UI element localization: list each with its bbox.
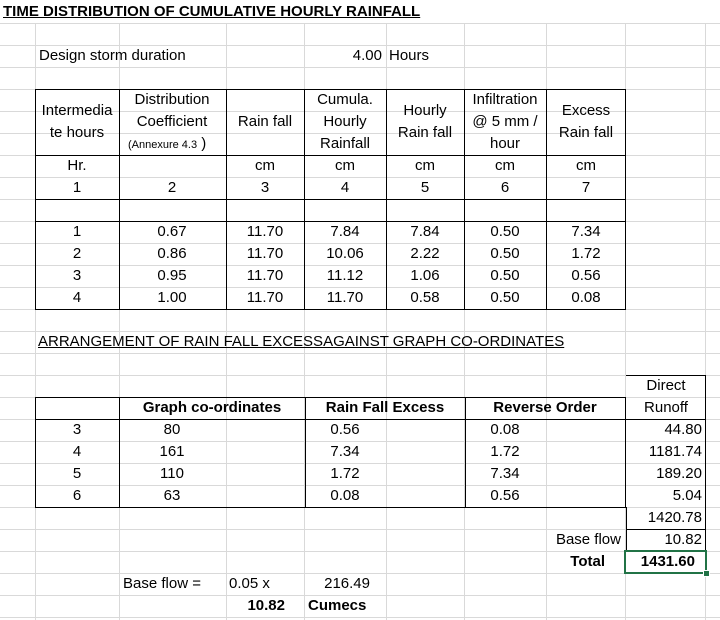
table1-border: [35, 155, 626, 156]
t2-direct-runoff: 1181.74: [648, 443, 702, 460]
t1-excess: 1.72: [571, 245, 601, 262]
unit-cell: cm: [255, 157, 275, 174]
table2-border: [35, 507, 626, 508]
total-label: Total: [570, 553, 605, 570]
column-number: 6: [500, 179, 510, 196]
header-distribution-1: Distribution: [134, 91, 210, 108]
base-flow-calc-unit: Cumecs: [308, 597, 367, 614]
t2-rain-fall-excess: 1.72: [330, 465, 360, 482]
t1-rainfall: 11.70: [246, 267, 284, 284]
design-storm-label: Design storm duration: [39, 47, 186, 64]
runoff-border: [705, 375, 706, 552]
t1-coefficient: 0.86: [157, 245, 187, 262]
header-infiltration-1: Infiltration: [472, 91, 538, 108]
header-distribution-2: Coefficient: [136, 113, 208, 130]
column-number: 5: [420, 179, 430, 196]
base-flow-label: Base flow: [555, 531, 621, 548]
header-rain-fall: Rain fall: [237, 113, 293, 130]
header-cumulative-2: Hourly: [323, 113, 367, 130]
unit-cell: cm: [495, 157, 515, 174]
column-number: 2: [167, 179, 177, 196]
section-2-title: ARRANGEMENT OF RAIN FALL EXCESSAGAINST GRAPH CO-ORDINATES: [38, 333, 565, 350]
table2-border: [119, 397, 120, 508]
t1-excess: 0.56: [571, 267, 601, 284]
annexure-paren: ): [201, 135, 207, 152]
t1-cumulative: 11.12: [326, 267, 364, 284]
runoff-border: [626, 529, 706, 530]
t2-reverse-order: 1.72: [490, 443, 520, 460]
t1-cumulative: 10.06: [326, 245, 364, 262]
direct-runoff-sum: 1420.78: [647, 509, 702, 526]
t1-coefficient: 0.67: [157, 223, 187, 240]
t1-hour: 4: [72, 289, 82, 306]
t1-rainfall: 11.70: [246, 223, 284, 240]
base-flow-calc-label: Base flow =: [123, 575, 201, 592]
t1-excess: 7.34: [571, 223, 601, 240]
runoff-border: [626, 375, 706, 376]
t1-rainfall: 11.70: [246, 245, 284, 262]
t2-index: 5: [72, 465, 82, 482]
base-flow-value: 10.82: [664, 531, 702, 548]
column-number: 1: [72, 179, 82, 196]
t2-graph-coordinate: 161: [159, 443, 185, 460]
direct-runoff-header-1: Direct: [646, 377, 686, 394]
header-rain-fall-excess: Rain Fall Excess: [325, 399, 445, 416]
table1-border: [35, 199, 626, 200]
table1-border: [35, 89, 626, 90]
t1-hourly: 2.22: [410, 245, 440, 262]
t2-graph-coordinate: 63: [163, 487, 181, 504]
t1-infiltration: 0.50: [490, 223, 520, 240]
table1-border: [304, 89, 305, 310]
t2-direct-runoff: 5.04: [672, 487, 702, 504]
header-reverse-order: Reverse Order: [493, 399, 597, 416]
header-cumulative-3: Rainfall: [319, 135, 371, 152]
t1-infiltration: 0.50: [490, 289, 520, 306]
table1-border: [119, 89, 120, 310]
t1-coefficient: 0.95: [157, 267, 187, 284]
direct-runoff-header-2: Runoff: [644, 399, 688, 416]
header-hourly-2: Rain fall: [397, 124, 453, 141]
header-infiltration-3: hour: [489, 135, 521, 152]
base-flow-calc-result: 10.82: [247, 597, 285, 614]
t2-graph-coordinate: 80: [163, 421, 181, 438]
header-cumulative-1: Cumula.: [317, 91, 373, 108]
table1-border: [226, 89, 227, 310]
t2-direct-runoff: 44.80: [664, 421, 702, 438]
base-flow-calc-value: 216.49: [324, 575, 370, 592]
t1-hourly: 0.58: [410, 289, 440, 306]
t2-index: 4: [72, 443, 82, 460]
t1-hour: 2: [72, 245, 82, 262]
t2-rain-fall-excess: 0.56: [330, 421, 360, 438]
header-excess-2: Rain fall: [558, 124, 614, 141]
runoff-border: [626, 419, 706, 420]
header-graph-coordinates: Graph co-ordinates: [142, 399, 282, 416]
table1-border: [35, 89, 36, 310]
table1-border: [35, 221, 626, 222]
total-value[interactable]: 1431.60: [640, 553, 695, 570]
header-intermediate-hours-1: Intermedia: [41, 102, 113, 119]
t1-hourly: 7.84: [410, 223, 440, 240]
t1-cumulative: 7.84: [330, 223, 360, 240]
table2-border: [35, 397, 36, 508]
table1-border: [464, 89, 465, 310]
column-number: 3: [260, 179, 270, 196]
header-distribution-3: [128, 135, 206, 154]
header-intermediate-hours-2: te hours: [49, 124, 105, 141]
t2-rain-fall-excess: 0.08: [330, 487, 360, 504]
header-hourly-1: Hourly: [403, 102, 447, 119]
runoff-border: [626, 507, 627, 552]
column-number: 4: [340, 179, 350, 196]
t1-infiltration: 0.50: [490, 267, 520, 284]
table2-border: [625, 397, 626, 508]
fill-handle[interactable]: [703, 570, 710, 577]
design-storm-unit: Hours: [389, 47, 430, 64]
t1-hour: 1: [72, 223, 82, 240]
unit-cell: Hr.: [67, 157, 87, 174]
t2-direct-runoff: 189.20: [656, 465, 702, 482]
unit-cell: cm: [415, 157, 435, 174]
selected-cell[interactable]: [624, 550, 707, 574]
annexure-ref: (Annexure 4.3: [128, 139, 198, 151]
table2-border: [305, 397, 306, 508]
column-number: 7: [581, 179, 591, 196]
header-excess-1: Excess: [561, 102, 611, 119]
t2-reverse-order: 0.08: [490, 421, 520, 438]
t2-index: 6: [72, 487, 82, 504]
t2-reverse-order: 0.56: [490, 487, 520, 504]
t1-coefficient: 1.00: [157, 289, 187, 306]
table2-border: [465, 397, 466, 508]
t1-infiltration: 0.50: [490, 245, 520, 262]
table2-border: [35, 397, 626, 398]
t1-rainfall: 11.70: [246, 289, 284, 306]
t2-index: 3: [72, 421, 82, 438]
table1-border: [35, 309, 626, 310]
table2-border: [35, 419, 626, 420]
base-flow-calc-factor: 0.05 x: [229, 575, 270, 592]
t2-reverse-order: 7.34: [490, 465, 520, 482]
unit-cell: cm: [335, 157, 355, 174]
t1-cumulative: 11.70: [326, 289, 364, 306]
t2-graph-coordinate: 110: [160, 465, 184, 482]
header-infiltration-2: @ 5 mm /: [472, 113, 538, 130]
t1-hourly: 1.06: [410, 267, 440, 284]
t1-hour: 3: [72, 267, 82, 284]
table1-border: [546, 89, 547, 310]
table1-border: [625, 89, 626, 310]
unit-cell: cm: [576, 157, 596, 174]
sheet-title: TIME DISTRIBUTION OF CUMULATIVE HOURLY RAINFALL: [3, 3, 421, 20]
t1-excess: 0.08: [571, 289, 601, 306]
design-storm-value: 4.00: [352, 47, 382, 64]
table1-border: [386, 89, 387, 310]
t2-rain-fall-excess: 7.34: [330, 443, 360, 460]
